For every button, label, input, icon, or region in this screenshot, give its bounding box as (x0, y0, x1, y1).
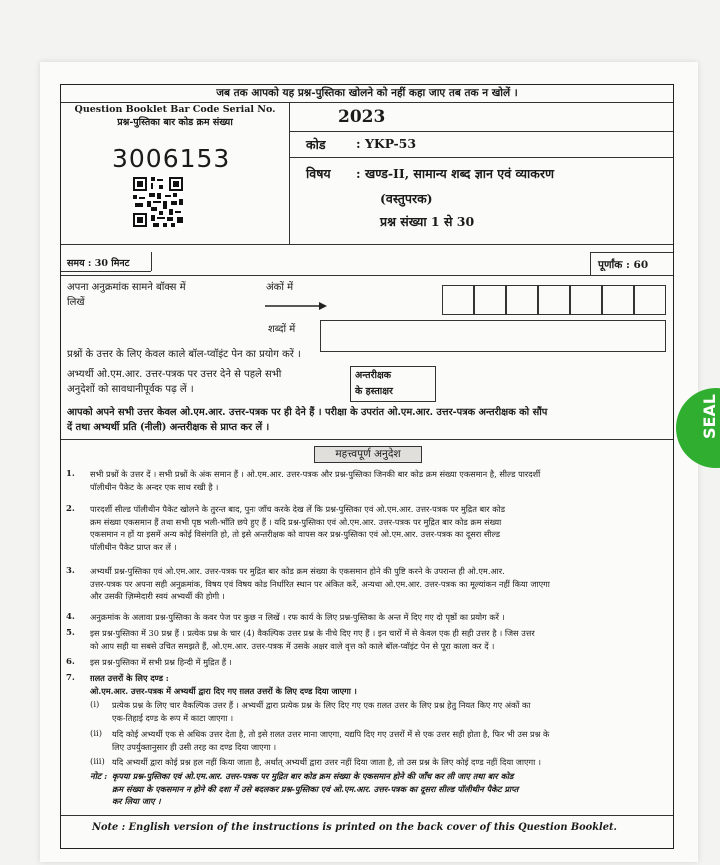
subpoint-line: यदि कोई अभ्यर्थी एक से अधिक उत्तर देता है, तो इसे ग़लत उत्तर माना जाएगा, यद्यपि दिए गए उत्तरों में से एक उत्तर सही होता है, फिर भी उस प्रश्न के (112, 729, 550, 739)
time-allowed: समय : 30 मिनट (67, 258, 130, 269)
answer-note-line: दें तथा अभ्यर्थी प्रति (नीली) अन्तरीक्षक से प्राप्त कर लें । (67, 422, 270, 433)
divider (61, 439, 673, 440)
subpoint-line: लिए उपर्युक्तानुसार ही उसी तरह का दण्ड दिया जाएगा । (112, 741, 277, 752)
serial-title (62, 103, 288, 129)
arrow-right-icon (265, 301, 327, 311)
do-not-open-notice: जब तक आपको यह प्रश्न-पुस्तिका खोलने को नहीं कहा जाए तब तक न खोलें । (216, 87, 518, 99)
omr-read-instruction (67, 367, 281, 397)
pen-instruction: प्रश्नों के उत्तर के लिए केवल काले बॉल-प्वॉइंट पेन का प्रयोग करें । (67, 349, 301, 360)
subpoint-i (112, 699, 530, 724)
instruction-number: 6. (66, 657, 75, 667)
instruction-3 (90, 565, 550, 603)
in-digits-label: अंकों में (266, 282, 294, 293)
instruction-1 (90, 468, 540, 493)
instruction-line: पॉलीथीन पैकेट प्राप्त कर लें । (90, 541, 177, 552)
omr-read-line: अभ्यर्थी ओ.एम.आर. उत्तर-पत्रक पर उत्तर देने से पहले सभी (67, 369, 282, 380)
instruction-2 (90, 503, 505, 553)
instruction-line: अनुक्रमांक के अलावा प्रश्न-पुस्तिका के कवर पेज पर कुछ न लिखें । रफ कार्य के लिए प्रश्न-पुस्तिका के अन्त में दिए गए दो पृष्ठों का प्रयोग करें । (90, 612, 505, 622)
qr-code (133, 176, 183, 228)
question-range: प्रश्न संख्या 1 से 30 (380, 214, 475, 229)
instruction-line: पारदर्शी सील्ड पॉलीथीन पैकेट खोलने के तुरन्त बाद, पुनः जाँच करके देख लें कि प्रश्न-पुस्तिका एवं ओ.एम.आर. उत्तर-पत्रक पर मुद्रित बार कोड (90, 504, 505, 514)
subpoint-line: यदि अभ्यर्थी द्वारा कोई प्रश्न हल नहीं किया जाता है, अर्थात् अभ्यर्थी द्वारा उत्तर नहीं दिया जाता है, तो उस प्रश्न के लिए कोई दण्ड नहीं दिया जाएगा । (112, 757, 541, 767)
subject-value: : खण्ड-II, सामान्य शब्द ज्ञान एवं व्याकरण (356, 166, 555, 181)
instruction-line: ओ.एम.आर. उत्तर-पत्रक में अभ्यर्थी द्वारा दिए गए ग़लत उत्तरों के लिए दण्ड दिया जाएगा । (90, 685, 357, 696)
divider (61, 244, 673, 245)
subpoint-iii (112, 756, 541, 769)
subpoint-line: एक-तिहाई दण्ड के रूप में काटा जाएगा । (112, 712, 234, 723)
roll-digit-box[interactable] (570, 285, 602, 315)
instruction-4 (90, 611, 505, 624)
full-marks: पूर्णांक : 60 (598, 259, 649, 271)
divider (289, 157, 673, 158)
instruction-line: इस प्रश्न-पुस्तिका में सभी प्रश्न हिन्दी में मुद्रित हैं । (90, 657, 232, 667)
invigilator-label: अन्तरीक्षक (355, 370, 392, 381)
instruction-line: अभ्यर्थी प्रश्न-पुस्तिका एवं ओ.एम.आर. उत्तर-पत्रक पर मुद्रित बार कोड क्रम संख्या के एकसमान होने की पुष्टि करने के उपरान्त ही ओ.एम.आर. (90, 566, 505, 576)
instruction-line: सभी प्रश्नों के उत्तर दें । सभी प्रश्नों के अंक समान हैं । ओ.एम.आर. उत्तर-पत्रक और प्रश्न-पुस्तिका जिनकी बार कोड क्रम संख्या एकसमान है, सील्ड पारदर्शी (90, 469, 541, 479)
note-line: क्रम संख्या के एकसमान न होने की दशा में उसे बदलकर प्रश्न-पुस्तिका एवं ओ.एम.आर. उत्तर-पत्रक का दूसरा सील्ड पॉलीथीन पैकेट प्राप्त (112, 783, 519, 794)
divider (61, 271, 151, 272)
subpoint-ii (112, 728, 549, 753)
instruction-line: क्रम संख्या एकसमान हैं तथा सभी पृष्ठ भली-भाँति छपे हुए हैं । यदि प्रश्न-पुस्तिका एवं ओ.एम.आर. उत्तर-पत्रक पर मुद्रित बार कोड क्रम संख्या (90, 516, 502, 527)
roll-digit-box[interactable] (506, 285, 538, 315)
roll-digit-box[interactable] (474, 285, 506, 315)
instruction-number: 7. (66, 673, 75, 683)
instruction-line: को आप सही या सबसे उचित समझते हैं, ओ.एम.आर. उत्तर-पत्रक में उसके अक्षर वाले वृत्त को काले बॉल-प्वॉइंट पेन से पूरा काला कर दें । (90, 640, 495, 651)
subpoint-number: (i) (90, 700, 100, 710)
serial-title-en: Question Booklet Bar Code Serial No. (74, 104, 276, 115)
important-instructions-heading: महत्त्वपूर्ण अनुदेश (314, 446, 422, 463)
code-value: : YKP-53 (356, 136, 417, 151)
divider (151, 252, 152, 271)
instruction-7 (90, 672, 357, 697)
english-version-note: Note : English version of the instructions is printed on the back cover of this Question Booklet. (92, 822, 617, 833)
instruction-number: 5. (66, 628, 75, 638)
subject-label: विषय (306, 166, 331, 181)
note-text (112, 770, 518, 808)
instruction-line: पॉलीथीन पैकेट के अन्दर एक साथ रखी है । (90, 481, 219, 492)
subpoint-number: (ii) (90, 729, 103, 739)
instruction-line: एकसमान न हों या इसमें अन्य कोई विसंगति हो, तो इसे अन्तरीक्षक को वापस कर प्रश्न-पुस्तिका एवं ओ.एम.आर. उत्तर-पत्रक का दूसरा सील्ड (90, 529, 500, 540)
instruction-number: 4. (66, 612, 75, 622)
instruction-number: 2. (66, 504, 75, 514)
instruction-number: 3. (66, 566, 75, 576)
roll-instruction-line: लिखें (67, 297, 85, 308)
subject-type: (वस्तुपरक) (380, 191, 433, 206)
roll-digit-box[interactable] (538, 285, 570, 315)
divider (590, 252, 673, 253)
instruction-line: और उसकी ज़िम्मेदारी स्वयं अभ्यर्थी की होगी । (90, 591, 225, 602)
seal-label: SEAL (700, 394, 719, 440)
note-line: कृपया प्रश्न-पुस्तिका एवं ओ.एम.आर. उत्तर-पत्रक पर मुद्रित बार कोड क्रम संख्या के एकसमान होने की जाँच कर ली जाए तथा बार कोड (112, 771, 514, 781)
serial-title-hi: प्रश्न-पुस्तिका बार कोड क्रम संख्या (117, 117, 233, 128)
instruction-number: 1. (66, 469, 75, 479)
roll-digit-box[interactable] (634, 285, 666, 315)
invigilator-label: के हस्ताक्षर (355, 386, 393, 397)
roll-digit-box[interactable] (602, 285, 634, 315)
roll-digit-box[interactable] (442, 285, 474, 315)
instruction-6 (90, 656, 232, 669)
exam-year: 2023 (338, 107, 386, 127)
note-label: नोट : (90, 772, 108, 782)
divider (289, 131, 673, 132)
instruction-line: उत्तर-पत्रक पर अपना सही अनुक्रमांक, विषय एवं विषय कोड निर्धारित स्थान पर अंकित करें, अन्यथा ओ.एम.आर. उत्तर-पत्रक का मूल्यांकन नहीं किया जाएगा (90, 578, 550, 589)
invigilator-signature-box[interactable] (350, 366, 436, 402)
divider (61, 815, 673, 816)
instruction-5 (90, 627, 535, 652)
divider (289, 102, 290, 244)
divider (590, 252, 591, 275)
roll-instruction-line: अपना अनुक्रमांक सामने बॉक्स में (67, 282, 186, 293)
roll-words-box[interactable] (320, 320, 666, 352)
subpoint-number: (iii) (90, 757, 105, 767)
answer-submission-note (67, 405, 547, 435)
divider (61, 275, 673, 276)
in-words-label: शब्दों में (268, 324, 296, 335)
note-line: कर लिया जाए । (112, 796, 161, 807)
subpoint-line: प्रत्येक प्रश्न के लिए चार वैकल्पिक उत्तर हैं । अभ्यर्थी द्वारा प्रत्येक प्रश्न के लिए दिए गए एक ग़लत उत्तर के लिए प्रश्न हेतु नियत किए गए अंकों का (112, 700, 531, 710)
serial-number: 3006153 (112, 144, 231, 173)
answer-note-line: आपको अपने सभी उत्तर केवल ओ.एम.आर. उत्तर-पत्रक पर ही देने हैं । परीक्षा के उपरांत ओ.एम.आर. उत्तर-पत्रक अन्तरीक्षक को सौंप (67, 407, 548, 418)
omr-read-line: अनुदेशों को सावधानीपूर्वक पढ़ लें । (67, 384, 194, 395)
code-label: कोड (306, 137, 326, 152)
instruction-line: इस प्रश्न-पुस्तिका में 30 प्रश्न हैं । प्रत्येक प्रश्न के चार (4) वैकल्पिक उत्तर प्रश्न के नीचे दिए गए हैं । इन चारों में से केवल एक ही सही उत्तर है । जिस उत्तर (90, 628, 535, 638)
roll-instruction (67, 280, 186, 310)
instruction-line: ग़लत उत्तरों के लिए दण्ड : (90, 673, 169, 683)
